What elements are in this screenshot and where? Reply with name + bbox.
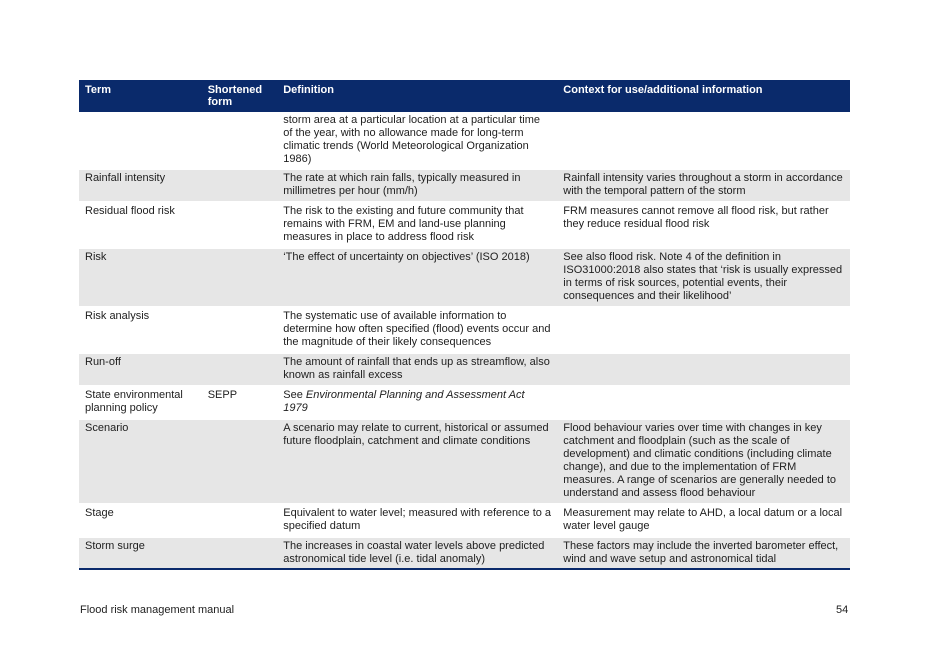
header-context: Context for use/additional information: [557, 80, 850, 112]
definition-cell: The amount of rainfall that ends up as streamflow, also known as rainfall excess: [277, 353, 557, 386]
context-cell: These factors may include the inverted barometer effect, wind and wave setup and astronomical tidal: [557, 537, 850, 569]
definition-cell: Equivalent to water level; measured with reference to a specified datum: [277, 504, 557, 537]
context-cell: [557, 307, 850, 353]
term-cell: Storm surge: [79, 537, 202, 569]
page-number: 54: [836, 604, 849, 616]
definition-cell: The systematic use of available information to determine how often specified (flood) events occur and the magnitude of their likely consequences: [277, 307, 557, 353]
table-row: [79, 419, 850, 504]
term-cell: Risk analysis: [79, 307, 202, 353]
footer-document-title: Flood risk management manual: [80, 604, 235, 616]
short-cell: [202, 504, 278, 537]
context-cell: [557, 386, 850, 419]
context-cell: Measurement may relate to AHD, a local datum or a local water level gauge: [557, 504, 850, 537]
context-cell: See also flood risk. Note 4 of the definition in ISO31000:2018 also states that ‘risk is usually expressed in terms of risk sources, potential events, their consequences and their likelihood’: [557, 248, 850, 307]
header-shortened-form: Shortened form: [202, 80, 278, 112]
context-cell: [557, 112, 850, 169]
term-cell: [79, 112, 202, 169]
table-row: [79, 386, 850, 419]
definition-cell: A scenario may relate to current, historical or assumed future floodplain, catchment and climate conditions: [277, 419, 557, 504]
act-title: Environmental Planning and Assessment Act 1979: [283, 389, 525, 414]
table-row: [79, 307, 850, 353]
definition-cell: storm area at a particular location at a particular time of the year, with no allowance made for long-term climatic trends (World Meteorological Organization 1986): [277, 112, 557, 169]
definition-prefix: See: [283, 389, 306, 401]
table-row: [79, 248, 850, 307]
glossary-table: [79, 80, 850, 570]
short-cell: [202, 248, 278, 307]
short-cell: [202, 169, 278, 202]
table-row: [79, 169, 850, 202]
term-cell: Run-off: [79, 353, 202, 386]
table-row: [79, 353, 850, 386]
short-cell: [202, 307, 278, 353]
definition-cell: ‘The effect of uncertainty on objectives’ (ISO 2018): [277, 248, 557, 307]
table-row: [79, 202, 850, 248]
definition-cell: [277, 386, 557, 419]
short-cell: [202, 537, 278, 569]
context-cell: [557, 353, 850, 386]
short-cell: [202, 419, 278, 504]
term-cell: Stage: [79, 504, 202, 537]
context-cell: Flood behaviour varies over time with changes in key catchment and floodplain (such as the scale of development) and climatic conditions (including climate change), and due to the implementation of FRM measures. A range of scenarios are generally needed to understand and assess flood behaviour: [557, 419, 850, 504]
table-row: [79, 112, 850, 169]
short-cell: [202, 202, 278, 248]
term-cell: Rainfall intensity: [79, 169, 202, 202]
short-cell: SEPP: [202, 386, 278, 419]
term-cell: Scenario: [79, 419, 202, 504]
short-cell: [202, 112, 278, 169]
header-term: Term: [79, 80, 202, 112]
definition-cell: The rate at which rain falls, typically measured in millimetres per hour (mm/h): [277, 169, 557, 202]
context-cell: FRM measures cannot remove all flood risk, but rather they reduce residual flood risk: [557, 202, 850, 248]
context-cell: Rainfall intensity varies throughout a storm in accordance with the temporal pattern of the storm: [557, 169, 850, 202]
term-cell: Residual flood risk: [79, 202, 202, 248]
term-cell: State environmental planning policy: [79, 386, 202, 419]
definition-cell: The increases in coastal water levels above predicted astronomical tide level (i.e. tidal anomaly): [277, 537, 557, 569]
header-definition: Definition: [277, 80, 557, 112]
term-cell: Risk: [79, 248, 202, 307]
table-row: [79, 537, 850, 569]
short-cell: [202, 353, 278, 386]
table-header-row: [79, 80, 850, 112]
definition-cell: The risk to the existing and future community that remains with FRM, EM and land-use planning measures in place to address flood risk: [277, 202, 557, 248]
table-row: [79, 504, 850, 537]
